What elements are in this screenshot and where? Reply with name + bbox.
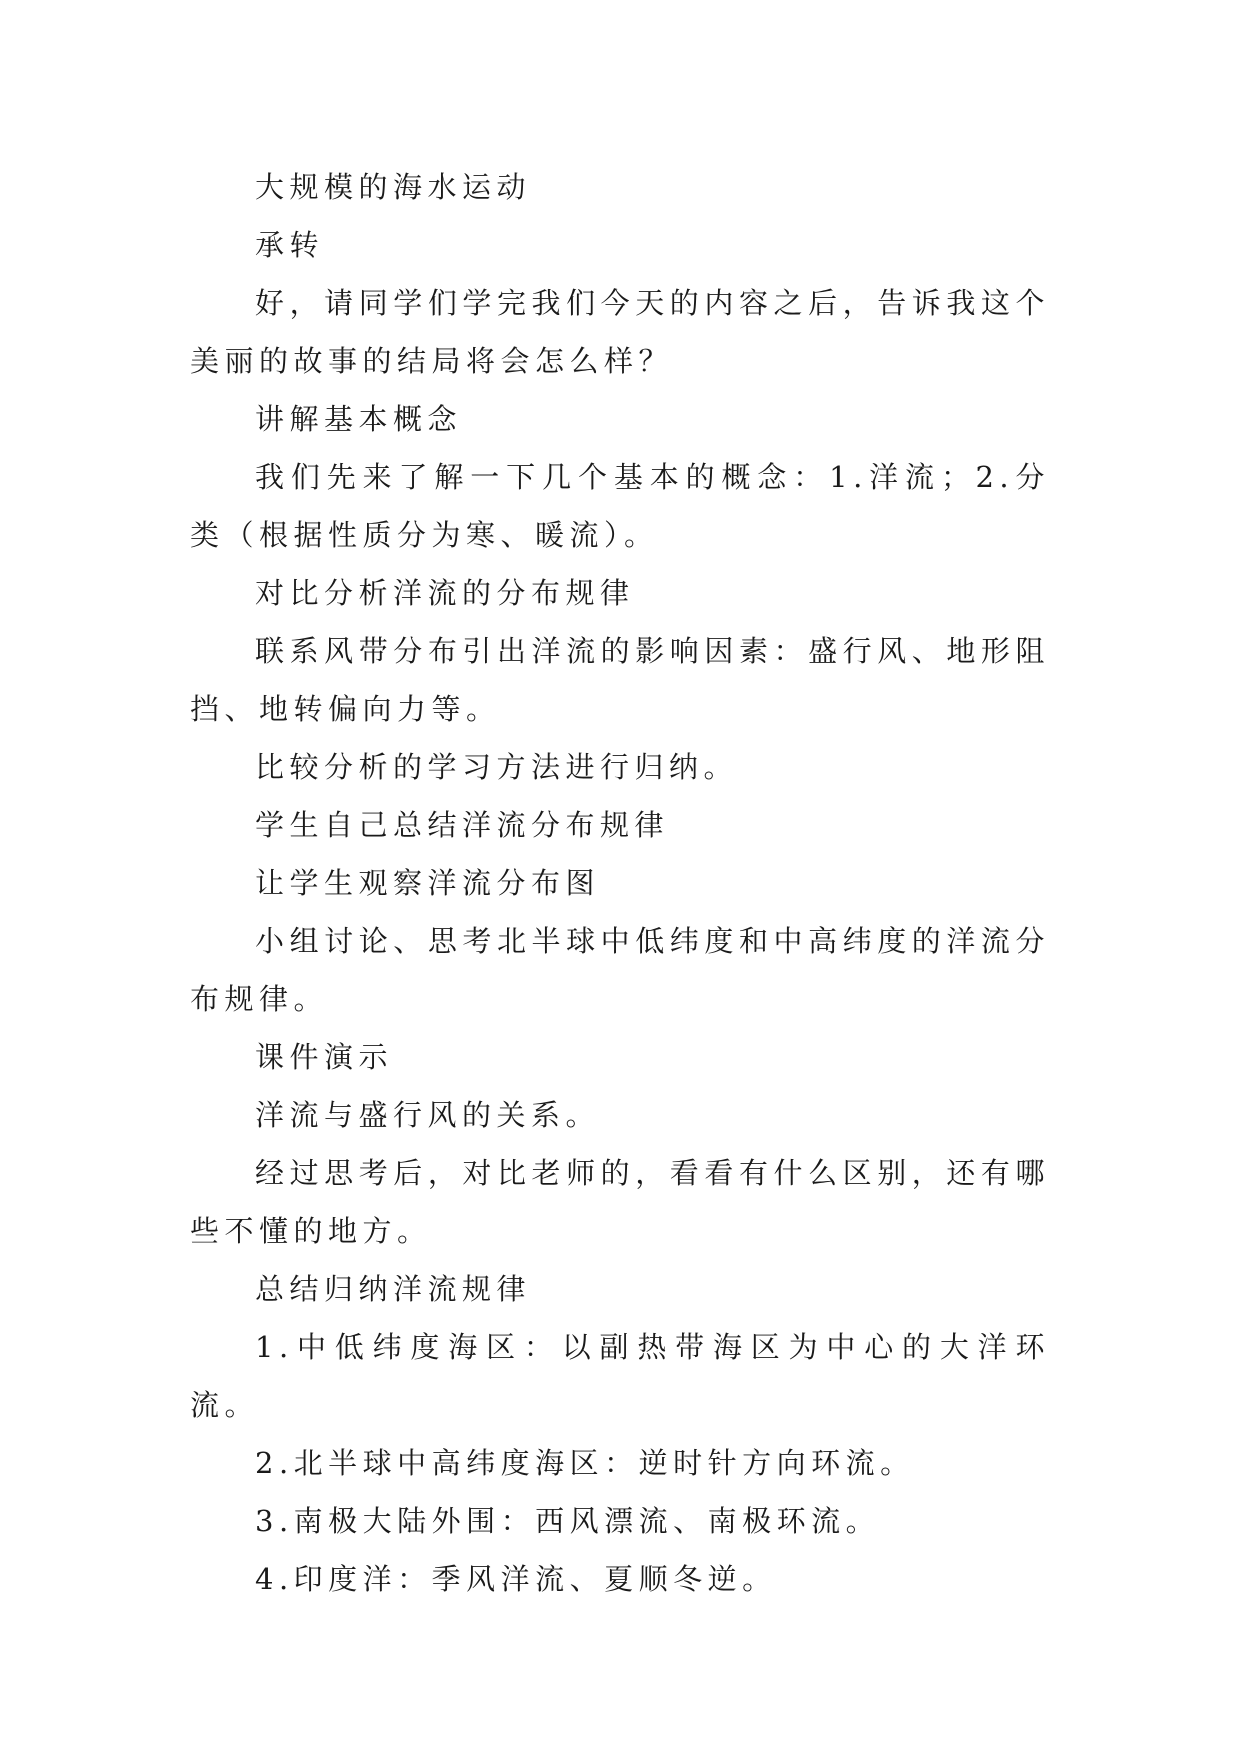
section-label-transition: 承转 (255, 228, 325, 262)
paragraph-concepts: 我们先来了解一下几个基本的概念：1.洋流；2.分类（根据性质分为寒、暖流）。 (190, 460, 1050, 552)
heading-large-scale-ocean-movement: 大规模的海水运动 (255, 170, 532, 204)
list-item-4: 4.印度洋：季风洋流、夏顺冬逆。 (255, 1562, 777, 1596)
section-label-distribution-analysis: 对比分析洋流的分布规律 (255, 576, 635, 610)
section-label-basic-concepts: 讲解基本概念 (255, 402, 463, 436)
paragraph-group-discussion: 小组讨论、思考北半球中低纬度和中高纬度的洋流分布规律。 (190, 924, 1050, 1016)
paragraph-intro-question: 好，请同学们学完我们今天的内容之后，告诉我这个美丽的故事的结局将会怎么样？ (190, 286, 1050, 378)
paragraph-wind-relation: 洋流与盛行风的关系。 (255, 1098, 601, 1132)
paragraph-observe-map: 让学生观察洋流分布图 (255, 866, 601, 900)
paragraph-influencing-factors: 联系风带分布引出洋流的影响因素：盛行风、地形阻挡、地转偏向力等。 (190, 634, 1050, 726)
document-body (190, 158, 1050, 1608)
paragraph-comparison-method: 比较分析的学习方法进行归纳。 (255, 750, 739, 784)
list-item-2: 2.北半球中高纬度海区：逆时针方向环流。 (255, 1446, 915, 1480)
list-item-3: 3.南极大陆外围：西风漂流、南极环流。 (255, 1504, 881, 1538)
paragraph-compare-teacher: 经过思考后，对比老师的，看看有什么区别，还有哪些不懂的地方。 (190, 1156, 1050, 1248)
list-item-1: 1.中低纬度海区：以副热带海区为中心的大洋环流。 (190, 1330, 1050, 1422)
paragraph-student-summary: 学生自己总结洋流分布规律 (255, 808, 670, 842)
section-label-summary: 总结归纳洋流规律 (255, 1272, 532, 1306)
section-label-courseware-demo: 课件演示 (255, 1040, 394, 1074)
